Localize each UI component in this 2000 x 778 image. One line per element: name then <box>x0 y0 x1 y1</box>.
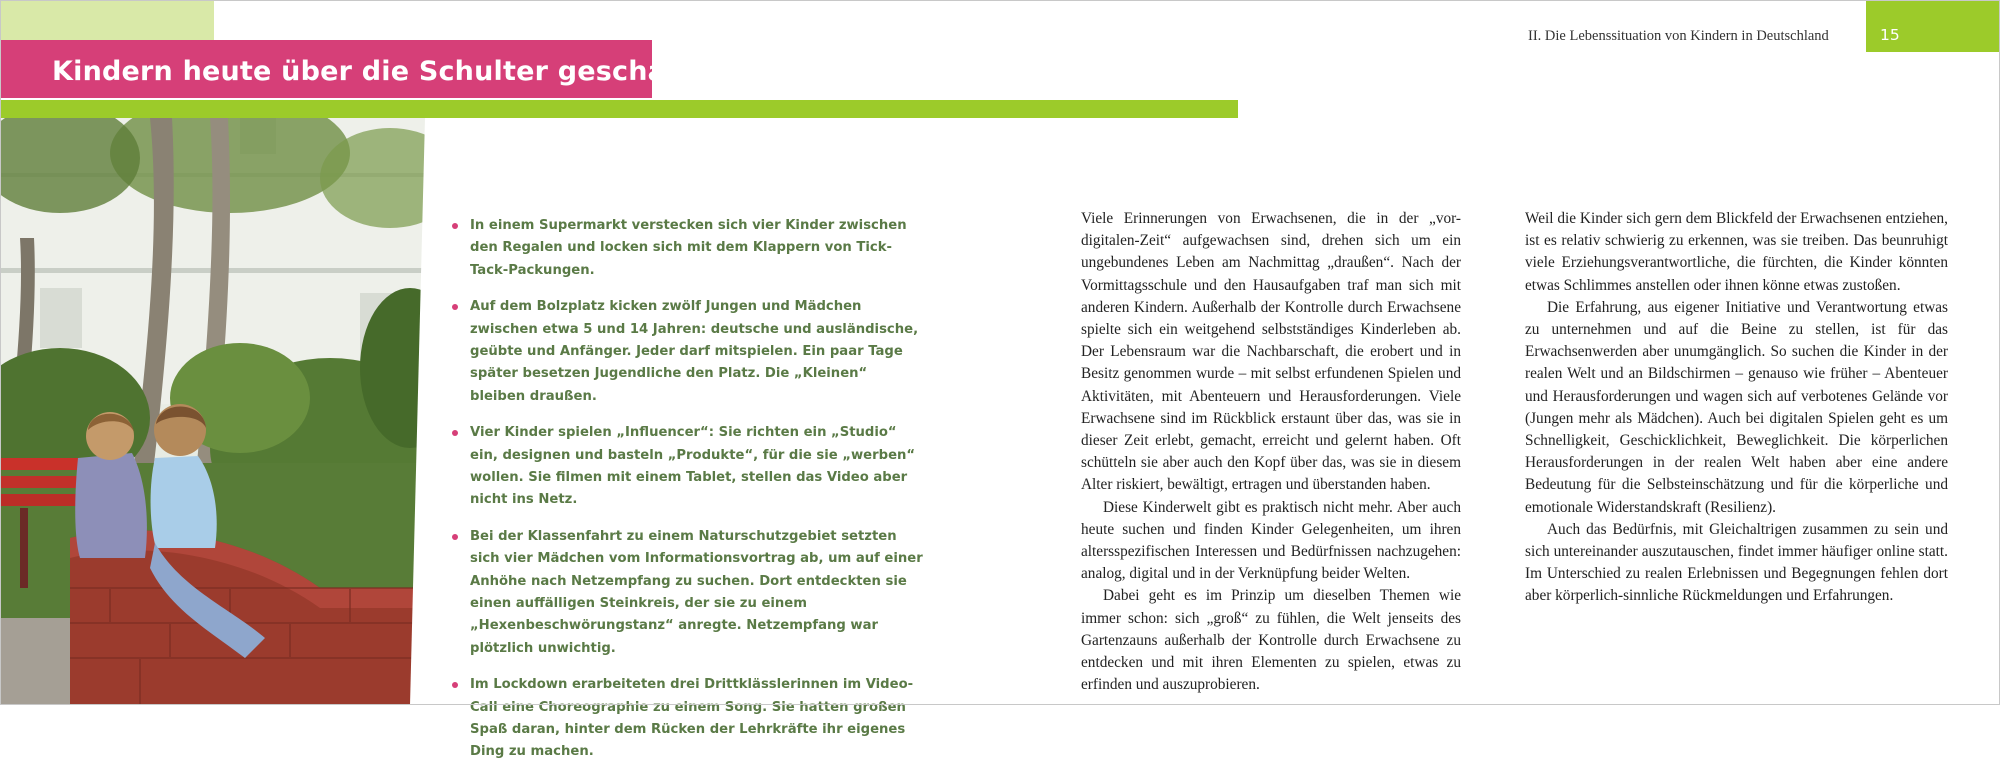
text-column-right <box>1525 208 1948 608</box>
paragraph: Diese Kinderwelt gibt es praktisch nicht mehr. Aber auch heute suchen und finden Kinder Gelegenheiten, um ihren altersspezifischen Interessen und Bedürfnissen nachzugehen: analog, digital und in der Verknüpfung beider Welten. <box>1081 498 1461 583</box>
paragraph: Die Erfahrung, aus eigener Initiative und Verantwortung etwas zu unternehmen und auf die Beine zu stellen, ist für das Erwachsenwerden aber unumgänglich. So suchen die Kinder in der realen Welt und an Bildschirmen – genauso wie früher – Abenteuer und Herausforderungen und wagen sich auf verbotenes Gelände vor (Jungen mehr als Mädchen). Auch bei digitalen Spielen geht es um Schnelligkeit, Geschicklichkeit, Beweglichkeit. Die körperlichen Herausforderungen in der realen Welt haben aber eine andere Bedeutung für die Selbsteinschätzung und für die körperliche und emotionale Widerstandskraft (Resilienz). <box>1525 298 1948 516</box>
bullet-item <box>450 674 925 763</box>
paragraph: Weil die Kinder sich gern dem Blickfeld der Erwachsenen entziehen, ist es relativ schwierig zu erkennen, was sie treiben. Das beunruhigt viele Erziehungsverantwortliche, die fürchten, die Kinder könnten etwas Schlimmes anstellen oder ihnen könne etwas zustoßen. <box>1525 210 1948 294</box>
photo-illustration <box>0 118 445 705</box>
bullet-text: Im Lockdown erarbeiteten drei Drittklässlerinnen im Video-Call eine Choreographie zu einem Song. Sie hatten großen Spaß daran, hinter dem Rücken der Lehrkräfte ihr eigenes Ding zu machen. <box>470 677 914 760</box>
page-number: 15 <box>1880 26 1900 44</box>
text-column-middle <box>1081 208 1461 696</box>
running-head: II. Die Lebenssituation von Kindern in Deutschland <box>1528 28 1829 44</box>
paragraph: Viele Erinnerungen von Erwachsenen, die in der „vor-digitalen-Zeit“ aufgewachsen sind, drehen sich um ein ungebundenes Leben am Nachmittag „draußen“. Nach der Vormittagsschule und den Hausaufgaben traf man sich mit anderen Kindern. Außerhalb der Kontrolle durch Erwachsene spielte sich ein weitgehend selbstständiges Kinderleben ab. Der Lebensraum war die Nachbarschaft, die erobert und in Besitz genommen wurde – mit selbst erfundenen Spielen und Aktivitäten, mit Abenteuern und Herausforderungen. Viele Erwachsene sind im Rückblick erstaunt über das, was sie in dieser Zeit erlebt, gemacht, erreicht und gelernt haben. Oft schütteln sie aber auch den Kopf über das, was sie in diesem Alter riskiert, bewältigt, ertragen und überstanden haben. <box>1081 210 1461 494</box>
bullet-item <box>450 296 925 407</box>
bullet-dot <box>452 682 458 688</box>
paragraph: Dabei geht es im Prinzip um dieselben Themen wie immer schon: sich „groß“ zu fühlen, die Welt jenseits des Gartenzauns außerhalb der Kontrolle durch Erwachsene zu entdecken und mit ihren Elementen zu spielen, etwas zu erfinden und auszuprobieren. <box>1081 587 1461 694</box>
photo-children-on-bench <box>0 118 445 705</box>
example-bullet-list <box>450 215 925 778</box>
bullet-text: Bei der Klassenfahrt zu einem Naturschutzgebiet setzten sich vier Mädchen vom Informationsvortrag ab, um auf einer Anhöhe nach Netzempfang zu suchen. Dort entdeckten sie einen auffälligen Steinkreis, der sie zu einem „Hexenbeschwörungstanz“ anregte. Netzempfang war plötzlich unwichtig. <box>470 529 923 656</box>
bullet-dot <box>452 534 458 540</box>
bullet-dot <box>452 304 458 310</box>
bullet-item <box>450 526 925 660</box>
bullet-dot <box>452 223 458 229</box>
accent-bar <box>0 100 1238 118</box>
bullet-text: Auf dem Bolzplatz kicken zwölf Jungen und Mädchen zwischen etwa 5 und 14 Jahren: deutsche und ausländische, geübte und Anfänger. Jeder darf mitspielen. Ein paar Tage später besetzen Jugendliche den Platz. Die „Kleinen“ bleiben draußen. <box>470 299 919 404</box>
chapter-title: Kindern heute über die Schulter geschaut <box>52 56 699 87</box>
bullet-item <box>450 422 925 511</box>
bullet-text: In einem Supermarkt verstecken sich vier Kinder zwischen den Regalen und locken sich mit dem Klappern von Tick-Tack-Packungen. <box>470 218 907 278</box>
bullet-text: Vier Kinder spielen „Influencer“: Sie richten ein „Studio“ ein, designen und basteln „Produkte“, für die sie „werben“ wollen. Sie filmen mit einem Tablet, stellen das Video aber nicht ins Netz. <box>470 425 916 508</box>
bullet-dot <box>452 430 458 436</box>
bullet-item <box>450 215 925 282</box>
paragraph: Auch das Bedürfnis, mit Gleichaltrigen zusammen zu sein und sich untereinander auszutauschen, findet immer häufiger online statt. Im Unterschied zu realen Erlebnissen und Begegnungen fehlen dort aber körperlich-sinnliche Rückmeldungen und Erfahrungen. <box>1525 520 1948 605</box>
